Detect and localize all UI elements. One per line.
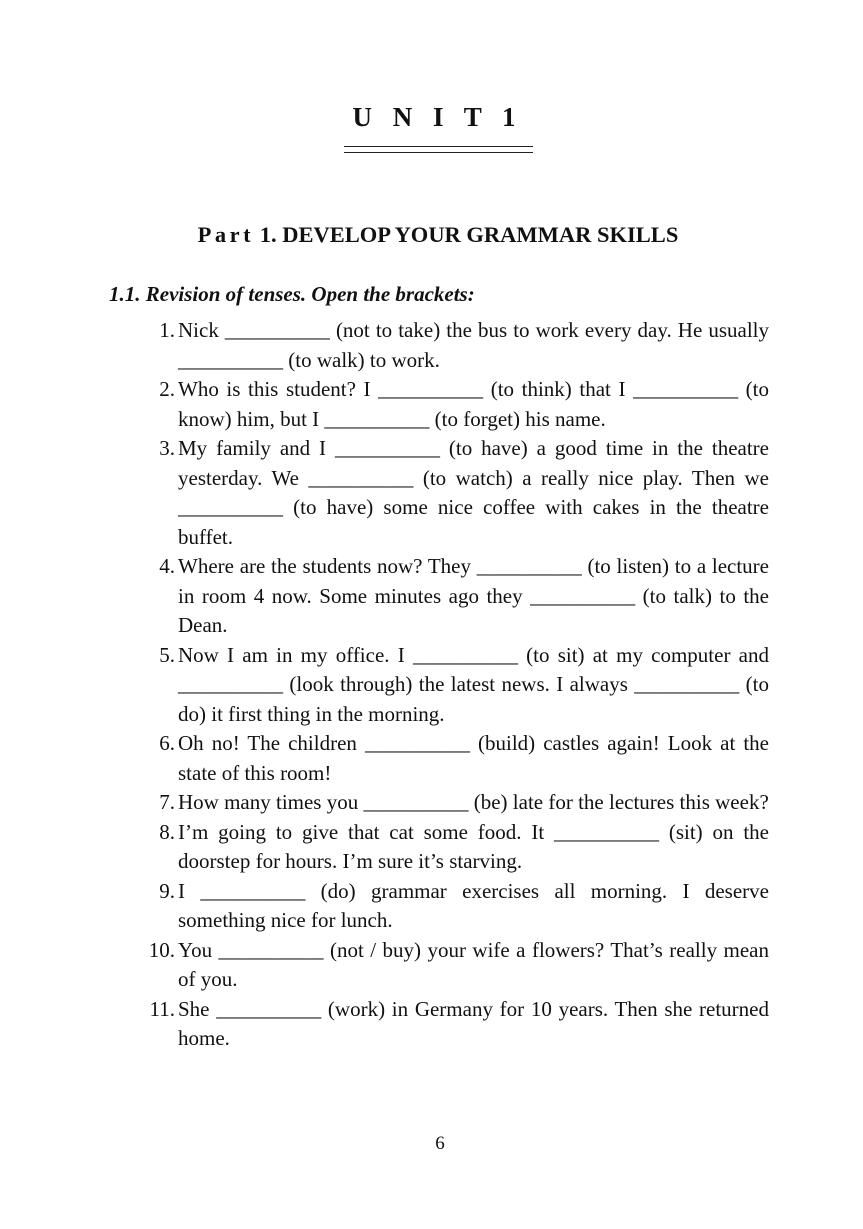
exercise-item <box>0 375 769 434</box>
exercise-text: Now I am in my office. I __________ (to sit) at my computer and __________ (look through) the latest news. I always __________ (to do) it first thing in the morning. <box>178 642 769 726</box>
exercise-item <box>0 641 769 730</box>
exercise-heading: 1.1. Revision of tenses. Open the brackets: <box>109 282 475 306</box>
exercise-item <box>0 877 769 936</box>
exercise-item <box>0 936 769 995</box>
exercise-text: Who is this student? I __________ (to think) that I __________ (to know) him, but I __________ (to forget) his name. <box>178 377 769 431</box>
exercise-list <box>0 316 863 1054</box>
exercise-number: 2. <box>159 377 175 401</box>
exercise-text: You __________ (not / buy) your wife a flowers? That’s really mean of you. <box>178 937 769 991</box>
exercise-item <box>0 729 769 788</box>
exercise-number: 5. <box>159 642 175 667</box>
exercise-item <box>0 434 769 552</box>
exercise-text: How many times you __________ (be) late for the lectures this week? <box>178 790 769 814</box>
exercise-text: Oh no! The children __________ (build) castles again! Look at the state of this room! <box>178 731 769 785</box>
exercise-number: 7. <box>159 790 175 814</box>
exercise-number: 6. <box>159 731 175 755</box>
exercise-number: 3. <box>159 436 175 460</box>
exercise-item <box>0 552 769 641</box>
part-label: Part <box>197 222 255 247</box>
part-title <box>0 222 863 248</box>
exercise-text: Where are the students now? They __________ (to listen) to a lecture in room 4 now. Some minutes ago they __________ (to talk) to the Dean. <box>178 554 769 637</box>
exercise-text: Nick __________ (not to take) the bus to work every day. He usually __________ (to walk) to work. <box>178 318 769 372</box>
part-heading: 1. DEVELOP YOUR GRAMMAR SKILLS <box>259 222 679 247</box>
exercise-number: 1. <box>159 318 175 342</box>
unit-title: U N I T 1 <box>352 102 523 132</box>
exercise-number: 11. <box>149 996 175 1021</box>
exercise-item <box>0 995 769 1054</box>
exercise-text: She __________ (work) in Germany for 10 years. Then she returned home. <box>178 996 769 1050</box>
page-number: 6 <box>435 1133 445 1154</box>
exercise-number: 4. <box>159 554 175 578</box>
title-underline-top <box>344 146 533 147</box>
exercise-text: I’m going to give that cat some food. It __________ (sit) on the doorstep for hours. I’m sure it’s starving. <box>178 819 769 873</box>
exercise-item <box>0 818 769 877</box>
exercise-number: 10. <box>148 937 175 962</box>
exercise-item <box>0 788 769 818</box>
exercise-item <box>0 316 769 375</box>
exercise-text: I __________ (do) grammar exercises all morning. I deserve something nice for lunch. <box>178 878 769 932</box>
exercise-number: 8. <box>159 819 175 844</box>
title-underline-bottom <box>344 152 533 153</box>
exercise-text: My family and I __________ (to have) a good time in the theatre yesterday. We __________ (to watch) a really nice play. Then we __________ (to have) some nice coffee with cakes in the theatre buffet. <box>178 436 769 549</box>
exercise-number: 9. <box>159 878 175 903</box>
